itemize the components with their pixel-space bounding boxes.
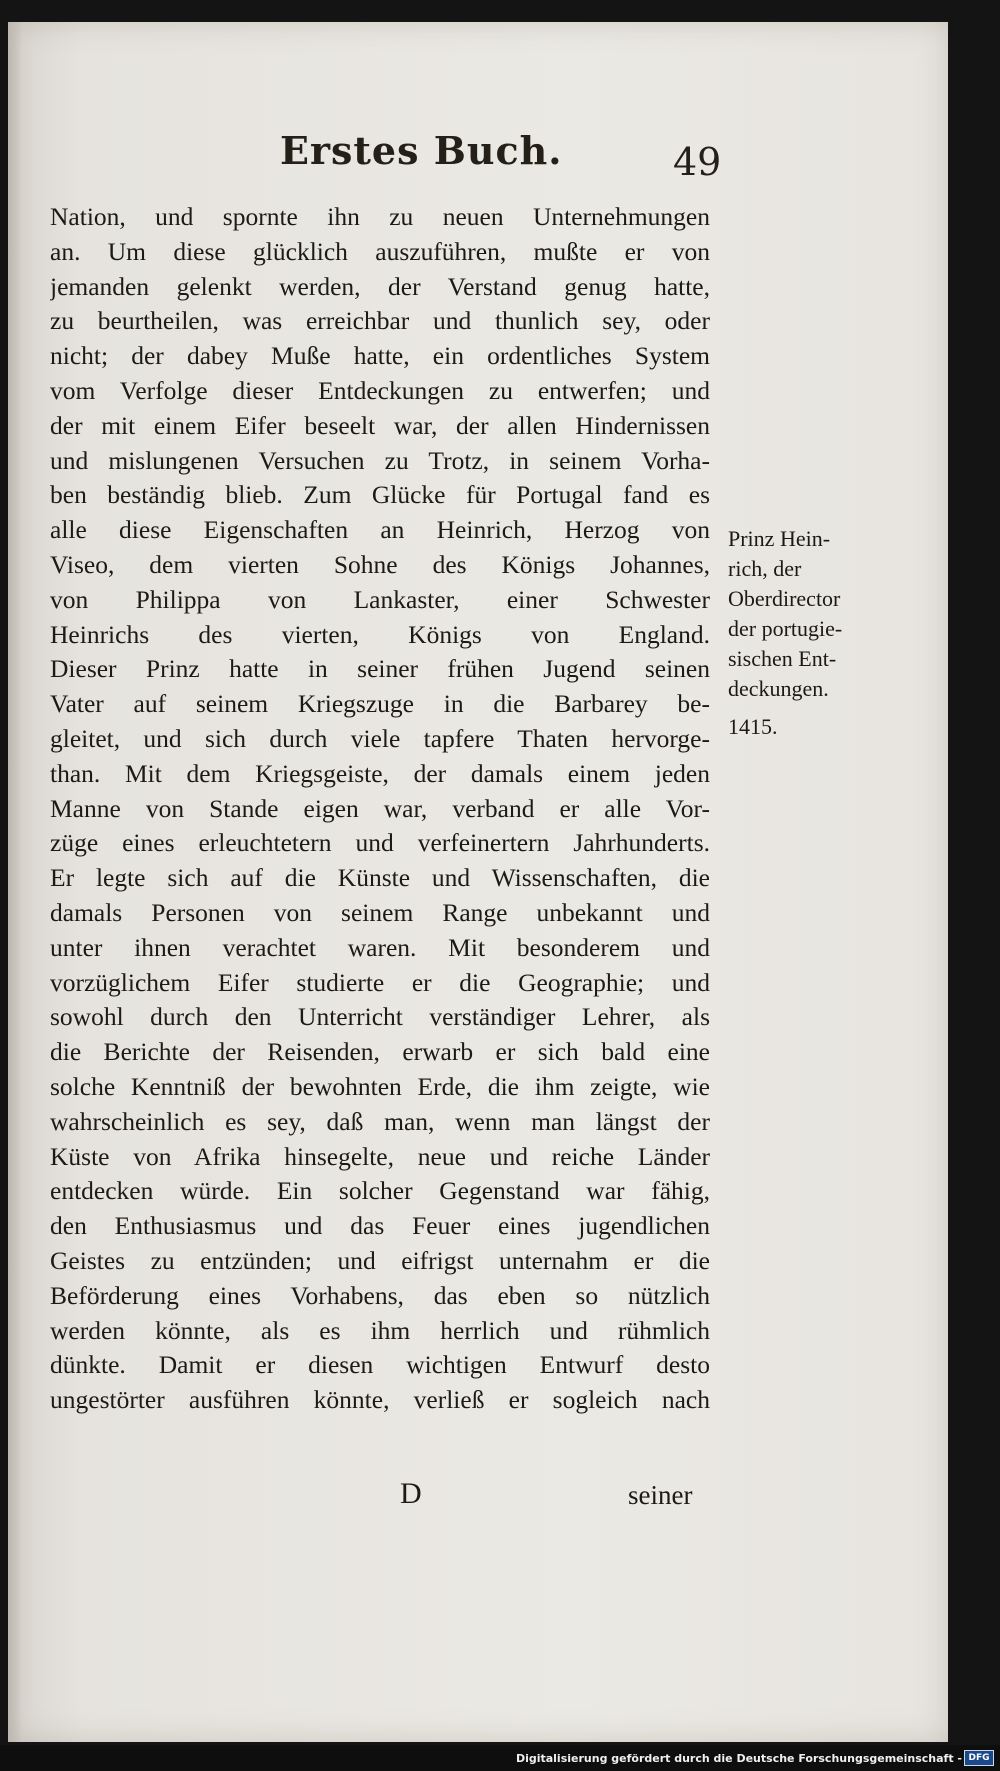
dfg-logo: DFG [964, 1750, 994, 1766]
text-line: vorzüglichem Eifer studierte er die Geographie; und [50, 967, 710, 997]
margin-note-line: sischen Ent- [728, 646, 837, 671]
text-line: Beförderung eines Vorhabens, das eben so nützlich [50, 1280, 710, 1310]
text-line: den Enthusiasmus und das Feuer eines jugendlichen [50, 1211, 710, 1241]
text-line: vom Verfolge dieser Entdeckungen zu entwerfen; und [50, 375, 710, 405]
text-line: Küste von Afrika hinsegelte, neue und reiche Länder [50, 1141, 710, 1171]
text-line: Vater auf seinem Kriegszuge in die Barbarey be- [50, 689, 710, 719]
text-line: unter ihnen verachtet waren. Mit besonderem und [50, 932, 710, 962]
margin-note-line: deckungen. [728, 676, 829, 701]
text-line: dünkte. Damit er diesen wichtigen Entwurf desto [50, 1350, 710, 1380]
text-line: Geistes zu entzünden; und eifrigst unternahm er die [50, 1245, 710, 1275]
text-line: solche Kenntniß der bewohnten Erde, die ihm zeigte, wie [50, 1071, 710, 1101]
digitization-credit: Digitalisierung gefördert durch die Deutsche Forschungsgemeinschaft - [515, 1752, 962, 1765]
text-line: damals Personen von seinem Range unbekannt und [50, 897, 710, 927]
catchword: seiner [628, 1480, 693, 1510]
margin-note-line: der portugie- [728, 616, 843, 641]
text-line: an. Um diese glücklich auszuführen, mußte er von [50, 236, 710, 266]
text-line: than. Mit dem Kriegsgeiste, der damals einem jeden [50, 758, 710, 788]
text-line: Viseo, dem vierten Sohne des Königs Johannes, [50, 549, 710, 579]
page-edge-shadow [8, 22, 22, 1742]
text-line: ben beständig blieb. Zum Glücke für Portugal fand es [50, 480, 710, 510]
text-line: Nation, und spornte ihn zu neuen Unternehmungen [50, 202, 710, 231]
text-line: Er legte sich auf die Künste und Wissenschaften, die [50, 863, 710, 893]
text-line: ungestörter ausführen könnte, verließ er sogleich nach [50, 1385, 710, 1415]
text-line: werden könnte, als es ihm herrlich und rühmlich [50, 1315, 710, 1345]
text-line: sowohl durch den Unterricht verständiger Lehrer, als [50, 1002, 710, 1032]
text-line: Dieser Prinz hatte in seiner frühen Jugend seinen [50, 654, 710, 684]
text-line: gleitet, und sich durch viele tapfere Thaten hervorge- [50, 723, 710, 753]
text-line: alle diese Eigenschaften an Heinrich, Herzog von [50, 515, 710, 545]
footer-bar [0, 1745, 1000, 1771]
margin-note [728, 524, 938, 742]
text-line: der mit einem Eifer beseelt war, der allen Hindernissen [50, 410, 710, 440]
text-line: jemanden gelenkt werden, der Verstand genug hatte, [50, 271, 710, 301]
text-line: nicht; der dabey Muße hatte, ein ordentliches System [50, 341, 710, 371]
text-line: von Philippa von Lankaster, einer Schwester [50, 584, 710, 614]
body-text [50, 200, 710, 1418]
text-line: die Berichte der Reisenden, erwarb er sich bald eine [50, 1037, 710, 1067]
page-number: 49 [673, 140, 722, 184]
text-line: zu beurtheilen, was erreichbar und thunlich sey, oder [50, 306, 710, 336]
margin-note-line: Oberdirector [728, 586, 841, 611]
text-line: und mislungenen Versuchen zu Trotz, in seinem Vorha- [50, 445, 710, 475]
margin-note-line: rich, der [728, 556, 802, 581]
text-line: Heinrichs des vierten, Königs von England. [50, 619, 710, 649]
text-line: Manne von Stande eigen war, verband er alle Vor- [50, 793, 710, 823]
signature-mark: D [400, 1477, 422, 1510]
margin-note-year: 1415. [728, 714, 778, 739]
margin-note-line: Prinz Hein- [728, 526, 831, 551]
text-line: wahrscheinlich es sey, daß man, wenn man längst der [50, 1106, 710, 1136]
running-head: Erstes Buch. [280, 128, 563, 173]
text-line: entdecken würde. Ein solcher Gegenstand war fähig, [50, 1176, 710, 1206]
text-line: züge eines erleuchtetern und verfeinertern Jahrhunderts. [50, 828, 710, 858]
